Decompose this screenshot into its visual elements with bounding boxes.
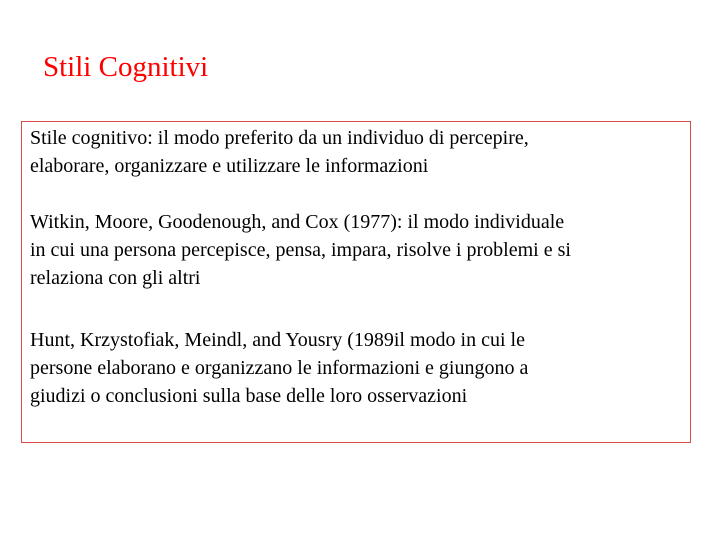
text-line: in cui una persona percepisce, pensa, impara, risolve i problemi e si (30, 239, 571, 261)
slide-title: Stili Cognitivi (43, 51, 209, 83)
text-line: Hunt, Krzystofiak, Meindl, and Yousry (1989il modo in cui le (30, 329, 525, 351)
text-line: relaziona con gli altri (30, 267, 201, 289)
text-line: Stile cognitivo: il modo preferito da un individuo di percepire, (30, 127, 529, 149)
definition-paragraph-witkin (30, 208, 690, 292)
definition-paragraph-hunt (30, 326, 690, 410)
text-line: Witkin, Moore, Goodenough, and Cox (1977): il modo individuale (30, 211, 565, 233)
text-line: elaborare, organizzare e utilizzare le informazioni (30, 155, 429, 177)
text-line: persone elaborano e organizzano le informazioni e giungono a (30, 357, 529, 379)
text-line: giudizi o conclusioni sulla base delle loro osservazioni (30, 385, 468, 407)
definition-paragraph-general (30, 124, 690, 180)
definitions-box (21, 121, 691, 443)
